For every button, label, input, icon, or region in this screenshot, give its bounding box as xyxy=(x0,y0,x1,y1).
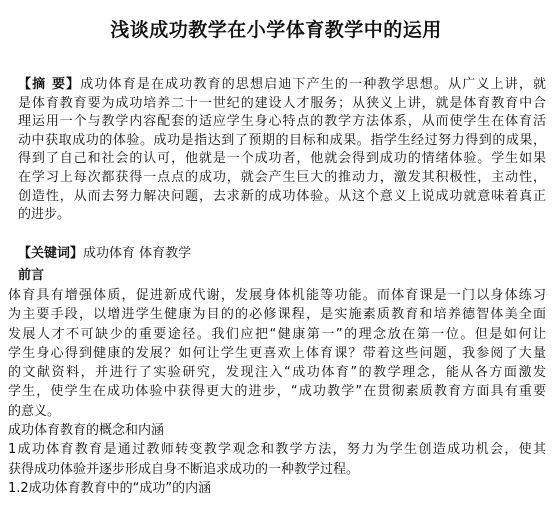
paragraph-line: 1成功体育教育是通过教师转变教学观念和教学方法，努力为学生创造成功机会，使其 xyxy=(8,442,546,458)
paragraph-line: 学生身心得到健康的发展？如何让学生更喜欢上体育课？带着这些问题，我参阅了大量 xyxy=(8,345,546,361)
paragraph-line: 获得成功体验并逐步形成自身不断追求成功的一种教学过程。 xyxy=(8,461,360,477)
subsection-heading: 1.2成功体育教育中的“成功”的内涵 xyxy=(8,480,212,496)
paragraph-line: 体育具有增强体质，促进新成代谢，发展身体机能等功能。而体育课是一门以身体练习 xyxy=(8,288,546,303)
document-title: 浅谈成功教学在小学体育教学中的运用 xyxy=(110,19,442,41)
abstract-line: 创造性，从而去努力解决问题，去求新的成功体验。从这个意义上说成功就意味着真正 xyxy=(18,188,546,204)
abstract-block xyxy=(18,76,546,225)
paragraph-line: 学生，使学生在成功体验中获得更大的进步，“成功教学”在贯彻素质教育方面具有重要 xyxy=(8,384,546,400)
abstract-line: 理运用一个与教学内容配套的适应学生身心特点的教学方法体系，从而使学生在体育活 xyxy=(18,114,546,130)
section-heading: 成功体育教育的概念和内涵 xyxy=(8,423,165,439)
keywords-label: 【关键词】 xyxy=(18,246,84,261)
abstract-line: 的进步。 xyxy=(18,207,71,223)
paragraph-line: 的意义。 xyxy=(8,403,61,419)
abstract-line: 在学习上每次都获得一点点的成功，就会产生巨大的推动力，激发其积极性，主动性， xyxy=(18,169,546,185)
abstract-line: 【摘 要】成功体育是在成功教育的思想启迪下产生的一种教学思想。从广义上讲，就 xyxy=(18,77,546,92)
keywords-line xyxy=(18,245,191,263)
abstract-label: 【摘 要】 xyxy=(18,77,81,92)
paragraph-line: 发展人才不可缺少的重要途径。我们应把“健康第一”的理念放在第一位。但是如何让 xyxy=(8,326,546,342)
preface-paragraph xyxy=(8,286,546,498)
abstract-line: 得到了自己和社会的认可，他就是一个成功者，他就会得到成功的情绪体验。学生如果 xyxy=(18,151,546,167)
abstract-line: 是体育教育要为成功培养二十一世纪的建设人才服务；从狭义上讲，就是体育教育中合 xyxy=(18,95,546,111)
preface-heading: 前言 xyxy=(18,268,45,283)
paragraph-line: 的文献资料，并进行了实验研究，发现注入“成功体育”的教学理念，能从各方面激发 xyxy=(8,365,546,381)
keywords-text: 成功体育 体育教学 xyxy=(83,246,192,261)
paragraph-line: 为主要手段，以增进学生健康为目的的必修课程，是实施素质教育和培养德智体美全面 xyxy=(8,307,546,323)
abstract-line: 动中获取成功的体验。成功是指达到了预期的目标和成果。指学生经过努力得到的成果， xyxy=(18,132,546,148)
